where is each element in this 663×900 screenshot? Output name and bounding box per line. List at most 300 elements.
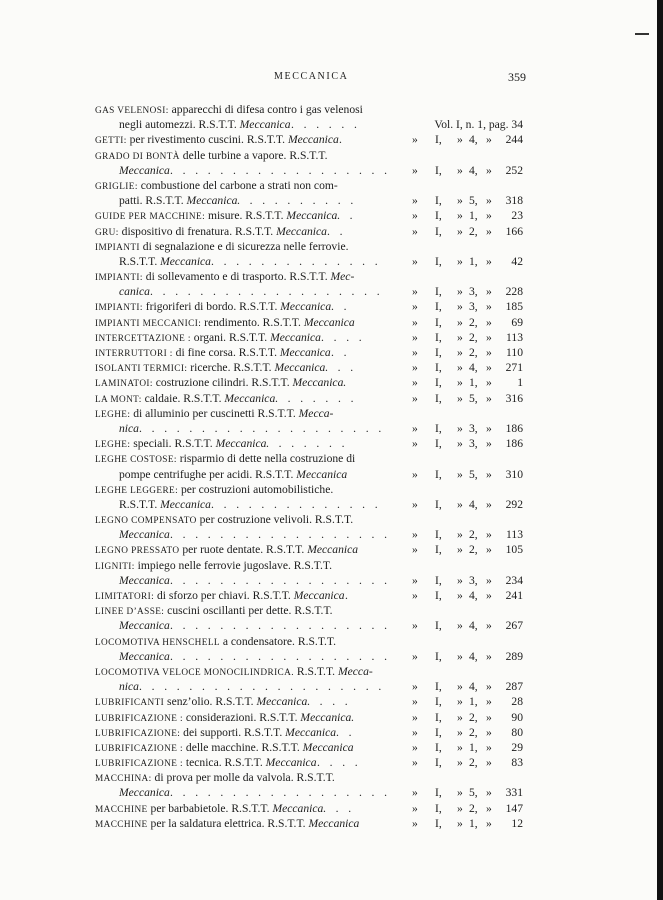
ditto-mark: » [457, 695, 463, 709]
ditto-mark: » [412, 209, 418, 223]
index-entry [0, 134, 663, 149]
entry-text [95, 408, 333, 420]
entry-description: dispositivo di frenatura. R.S.T.T. [118, 224, 277, 238]
entry-keyword: GUIDE PER MACCHINE: [95, 212, 206, 223]
reference [403, 423, 523, 438]
journal-name: Meccanica [296, 467, 348, 481]
reference [403, 317, 523, 332]
issue-number: 3, [469, 285, 478, 299]
journal-name: Meccanica [286, 209, 338, 223]
entry-description: ricerche. R.S.T.T. [187, 361, 275, 375]
journal-name: Meccanica [279, 346, 331, 359]
page-ref: 186 [505, 437, 523, 451]
entry-text [95, 636, 336, 648]
journal-name: Meccanica [215, 437, 267, 451]
page-ref: 12 [511, 816, 523, 830]
entry-description: cuscini oscillanti per dette. R.S.T.T. [164, 604, 333, 618]
volume-number: I, [435, 437, 442, 451]
index-entry [0, 453, 663, 483]
volume-number: I, [435, 224, 442, 238]
entry-description: per ruote dentate. R.S.T.T. [179, 543, 308, 557]
entry-text [95, 347, 331, 359]
volume-number: I, [435, 254, 442, 268]
ditto-mark: » [457, 361, 463, 375]
journal-name: Meccanica [224, 391, 276, 405]
entry-description: pompe centrifughe per acidi. R.S.T.T. [119, 467, 297, 481]
entry-description: per costruzioni automobilistiche. [178, 482, 334, 496]
issue-number: 4, [469, 649, 478, 663]
index-line [0, 605, 663, 620]
entry-description: per costruzione velivoli. R.S.T.T. [196, 513, 354, 527]
page-ref: 23 [511, 209, 523, 223]
reference [403, 757, 523, 772]
issue-number: 5, [469, 194, 478, 208]
page-number: 359 [508, 70, 526, 84]
page-ref: 287 [505, 680, 523, 694]
journal-name: Meccanica [186, 194, 238, 208]
journal-name: Meccanica [119, 573, 170, 587]
journal-name: Mec- [330, 270, 355, 284]
issue-number: 5, [469, 467, 478, 481]
issue-number: 1, [469, 695, 478, 709]
reference [403, 301, 523, 316]
entry-description: rendimento. R.S.T.T. [201, 315, 304, 329]
journal-name: Meccanica [274, 361, 326, 375]
ditto-mark: » [412, 649, 418, 663]
entry-description: considerazioni. R.S.T.T. [183, 710, 301, 724]
ditto-mark: » [412, 391, 418, 405]
ditto-mark: » [457, 300, 463, 314]
entry-keyword: LOCOMOTIVA VELOCE MONOCILINDRICA. [95, 667, 294, 678]
entry-text [95, 362, 325, 374]
volume-number: I, [435, 391, 442, 405]
ditto-mark: » [486, 680, 492, 694]
index-line [0, 681, 663, 696]
reference [403, 620, 523, 635]
issue-number: 1, [469, 740, 478, 754]
issue-number: 2, [469, 710, 478, 724]
journal-name: Meccanica [265, 756, 317, 770]
ditto-mark: » [486, 528, 492, 542]
index-line [0, 317, 663, 332]
issue-number: 5, [469, 786, 478, 800]
volume-number: I, [435, 497, 442, 511]
entry-keyword: MACCHINE [95, 819, 148, 830]
reference [403, 286, 523, 301]
reference [403, 469, 523, 484]
reference [403, 134, 523, 149]
ditto-mark: » [486, 224, 492, 238]
entry-text [95, 377, 343, 389]
entry-description: combustione del carbone a strati non com- [137, 178, 338, 192]
ditto-mark: » [457, 163, 463, 177]
index-entry [0, 560, 663, 590]
reference [403, 210, 523, 225]
page-ref: 166 [505, 224, 523, 238]
entry-text [95, 134, 339, 146]
issue-number: 2, [469, 756, 478, 770]
entry-text [95, 605, 333, 617]
index-line [0, 438, 663, 453]
entry-description: R.S.T.T. [119, 497, 161, 511]
ditto-mark: » [486, 710, 492, 724]
index-entry [0, 226, 663, 241]
continuation-text [119, 119, 291, 131]
dot-leader: . . . . . . . . . . . . . . . . . . [170, 163, 391, 177]
entry-text [95, 104, 363, 116]
ditto-mark: » [412, 816, 418, 830]
index-line [0, 134, 663, 149]
volume-number: I, [435, 801, 442, 815]
index-line [0, 560, 663, 575]
journal-name: Meccanica [292, 376, 344, 390]
dot-leader: . [345, 589, 352, 602]
issue-number: 3, [469, 573, 478, 587]
index-line [0, 347, 663, 362]
entry-keyword: GRU: [95, 227, 119, 238]
ditto-mark: » [412, 421, 418, 435]
ditto-mark: » [457, 209, 463, 223]
ditto-mark: » [486, 391, 492, 405]
index-entry [0, 210, 663, 225]
reference [403, 742, 523, 757]
index-entry [0, 347, 663, 362]
issue-number: 4, [469, 497, 478, 511]
index-line [0, 271, 663, 286]
ditto-mark: » [457, 680, 463, 694]
ditto-mark: » [457, 254, 463, 268]
volume-number: I, [435, 300, 442, 314]
index-line [0, 301, 663, 316]
reference [403, 787, 523, 802]
ditto-mark: » [412, 330, 418, 344]
index-line [0, 286, 663, 301]
journal-name: Meccanica [119, 649, 170, 663]
journal-name: Meccanica [287, 133, 339, 147]
entry-keyword: LEGHE LEGGERE: [95, 485, 179, 496]
entry-description: organi. R.S.T.T. [190, 330, 271, 344]
ditto-mark: » [412, 786, 418, 800]
volume-number: I, [435, 589, 442, 602]
entry-text [95, 301, 331, 313]
continuation-text [119, 787, 170, 799]
index-entry [0, 393, 663, 408]
page-ref: 69 [511, 315, 523, 329]
ditto-mark: » [486, 300, 492, 314]
reference [403, 393, 523, 408]
index-entry [0, 712, 663, 727]
index-entry [0, 514, 663, 544]
journal-name: Meccanica [307, 543, 359, 557]
issue-number: 4, [469, 361, 478, 375]
entry-keyword: MACCHINE [95, 804, 148, 815]
issue-number: 4, [469, 619, 478, 633]
ditto-mark: » [457, 285, 463, 299]
index-line [0, 529, 663, 544]
entry-description: per rivestimento cuscini. R.S.T.T. [126, 133, 288, 147]
ditto-mark: » [412, 300, 418, 314]
page-ref: 292 [505, 497, 523, 511]
reference [403, 696, 523, 711]
journal-name: Meccanica [280, 300, 332, 314]
index-line [0, 590, 663, 605]
dot-leader: . . . [325, 361, 357, 375]
index-line [0, 484, 663, 499]
ditto-mark: » [486, 740, 492, 754]
index-entry [0, 180, 663, 210]
entry-description: risparmio di dette nella costruzione di [176, 452, 356, 466]
page-ref: 186 [505, 421, 523, 435]
ditto-mark: » [486, 361, 492, 375]
ditto-mark: » [412, 346, 418, 359]
index-line [0, 362, 663, 377]
dot-leader: . . . . . . . . . . . . . . [211, 254, 382, 268]
index-line [0, 119, 663, 134]
ditto-mark: » [457, 224, 463, 238]
dot-leader: . . . . . . . . . . . . . . . . . . [170, 649, 391, 663]
issue-number: 2, [469, 315, 478, 329]
index-line [0, 408, 663, 423]
dot-leader: . . . . . . . . . . . . . . . . . . [170, 528, 391, 542]
ditto-mark: » [486, 133, 492, 147]
entry-text [95, 712, 354, 724]
entry-description: di segnalazione e di sicurezza nelle ferrovie. [139, 239, 349, 253]
index-entry [0, 104, 663, 134]
ditto-mark: » [486, 801, 492, 815]
index-entry [0, 150, 663, 180]
entry-description: caldaie. R.S.T.T. [141, 391, 225, 405]
index-line [0, 544, 663, 559]
entry-description: di alluminio per cuscinetti R.S.T.T. [130, 406, 299, 420]
entry-keyword: IMPIANTI MECCANICI: [95, 318, 202, 329]
index-line [0, 818, 663, 833]
volume-number: I, [435, 816, 442, 830]
scan-mark [635, 33, 649, 35]
ditto-mark: » [486, 695, 492, 709]
ditto-mark: » [486, 619, 492, 633]
entry-description: apparecchi di difesa contro i gas velenosi [168, 103, 363, 116]
issue-number: 4, [469, 589, 478, 602]
page-ref: 105 [505, 543, 523, 557]
page-ref: 318 [505, 194, 523, 208]
index-line [0, 226, 663, 241]
ditto-mark: » [457, 421, 463, 435]
ditto-mark: » [457, 740, 463, 754]
entry-text [95, 560, 332, 572]
journal-name: Meccanica [303, 315, 355, 329]
issue-number: 1, [469, 376, 478, 390]
page-ref: 90 [511, 710, 523, 724]
ditto-mark: » [412, 528, 418, 542]
entry-description: tecnica. R.S.T.T. [183, 756, 266, 770]
dot-leader: . . . . . . . [275, 391, 357, 405]
continuation-text [119, 499, 211, 511]
index-entry [0, 317, 663, 332]
entry-description: di sforzo per chiavi. R.S.T.T. [154, 589, 294, 602]
dot-leader: . . [337, 209, 356, 223]
dot-leader: . . [331, 346, 350, 359]
ditto-mark: » [412, 437, 418, 451]
page-ref: 331 [505, 786, 523, 800]
index-entry [0, 408, 663, 438]
ditto-mark: » [457, 725, 463, 739]
reference [403, 377, 523, 392]
page-ref: 267 [505, 619, 523, 633]
dot-leader: . . [327, 224, 346, 238]
index-line [0, 742, 663, 757]
entry-description: delle turbine a vapore. R.S.T.T. [179, 148, 328, 162]
entry-keyword: LEGNO COMPENSATO [95, 516, 197, 527]
page-ref: 316 [505, 391, 523, 405]
reference [403, 575, 523, 590]
entry-keyword: IMPIANTI: [95, 303, 143, 314]
entry-text [95, 727, 336, 739]
entry-keyword: LUBRIFICAZIONE : [95, 713, 183, 724]
index-entry [0, 696, 663, 711]
volume-number: I, [435, 756, 442, 770]
ditto-mark: » [457, 346, 463, 359]
ditto-mark: » [486, 330, 492, 344]
ditto-mark: » [486, 573, 492, 587]
ditto-mark: » [412, 467, 418, 481]
entry-keyword: LAMINATOI: [95, 379, 153, 390]
entry-keyword: ISOLANTI TERMICI: [95, 364, 188, 375]
continuation-text [119, 286, 150, 298]
journal-name: Meccanica [119, 163, 170, 177]
ditto-mark: » [412, 756, 418, 770]
ditto-mark: » [457, 801, 463, 815]
index-line [0, 165, 663, 180]
dot-leader: . . [331, 300, 350, 314]
index-entry [0, 803, 663, 818]
ditto-mark: » [486, 816, 492, 830]
journal-name: Meccanica [119, 786, 170, 800]
index-line [0, 423, 663, 438]
entry-keyword: INTERRUTTORI : [95, 349, 173, 359]
ditto-mark: » [486, 649, 492, 663]
dot-leader: . . . . [321, 330, 366, 344]
entry-keyword: LEGHE COSTOSE: [95, 455, 177, 466]
entry-keyword: LIGNITI: [95, 561, 135, 572]
volume-number: I, [435, 680, 442, 694]
volume-number: I, [435, 163, 442, 177]
index-entry [0, 271, 663, 301]
journal-name: Meccanica. [300, 710, 355, 724]
journal-name: Meccanica [302, 740, 354, 754]
ditto-mark: » [457, 133, 463, 147]
journal-name: Meccanica [239, 118, 291, 132]
reference [403, 681, 523, 696]
index-line [0, 696, 663, 711]
index-line [0, 666, 663, 681]
continuation-text [119, 423, 139, 435]
ditto-mark: » [486, 285, 492, 299]
entry-description: senz’olio. R.S.T.T. [164, 695, 257, 709]
index-line [0, 712, 663, 727]
entry-keyword: LEGHE: [95, 440, 131, 451]
dot-leader: . [343, 376, 350, 390]
entry-text [95, 666, 373, 678]
reference [403, 544, 523, 559]
page-ref: 1 [517, 376, 523, 390]
ditto-mark: » [412, 497, 418, 511]
journal-name: Mecca- [337, 664, 373, 678]
journal-name: Meccanica [272, 801, 324, 815]
ditto-mark: » [457, 543, 463, 557]
index-list [0, 104, 663, 833]
index-entry [0, 301, 663, 316]
entry-keyword: GETTI: [95, 136, 127, 147]
ditto-mark: » [412, 254, 418, 268]
ditto-mark: » [457, 330, 463, 344]
reference [403, 727, 523, 742]
journal-name: Mecca- [298, 406, 334, 420]
journal-name: Meccanica [293, 589, 345, 602]
page-ref: 42 [511, 254, 523, 268]
entry-description: R.S.T.T. [119, 254, 161, 268]
reference [403, 165, 523, 180]
ditto-mark: » [486, 497, 492, 511]
volume-number: I, [435, 315, 442, 329]
volume-number: I, [435, 573, 442, 587]
entry-description: per barbabietole. R.S.T.T. [147, 801, 273, 815]
issue-number: 4, [469, 163, 478, 177]
page-ref: 310 [505, 467, 523, 481]
entry-text [95, 393, 275, 405]
reference [403, 651, 523, 666]
index-line [0, 393, 663, 408]
page-ref: 289 [505, 649, 523, 663]
index-line [0, 575, 663, 590]
ditto-mark: » [486, 589, 492, 602]
journal-name: nica [119, 421, 139, 435]
entry-keyword: LOCOMOTIVA HENSCHELL [95, 637, 220, 648]
ditto-mark: » [486, 254, 492, 268]
index-line [0, 104, 663, 119]
entry-description: impiego nelle ferrovie jugoslave. R.S.T.T. [134, 558, 332, 572]
volume-number: I, [435, 695, 442, 709]
ditto-mark: » [457, 619, 463, 633]
dot-leader: . . . . . . . . . . . . . . . . . . . . [139, 421, 385, 435]
entry-text [95, 150, 328, 162]
page-ref: 185 [505, 300, 523, 314]
index-line [0, 469, 663, 484]
ditto-mark: » [486, 756, 492, 770]
ditto-mark: » [412, 376, 418, 390]
ditto-mark: » [457, 194, 463, 208]
index-entry [0, 636, 663, 666]
entry-keyword: MACCHINA: [95, 774, 152, 785]
ditto-mark: » [457, 649, 463, 663]
entry-keyword: GRIGLIE: [95, 181, 138, 192]
ditto-mark: » [412, 573, 418, 587]
page-header [0, 72, 663, 86]
page-ref: 241 [505, 589, 523, 602]
issue-number: 3, [469, 421, 478, 435]
issue-number: 2, [469, 801, 478, 815]
ditto-mark: » [412, 163, 418, 177]
entry-keyword: LINEE D’ASSE: [95, 607, 165, 618]
journal-name: Meccanica [256, 695, 308, 709]
entry-text [95, 226, 327, 238]
volume-number: I, [435, 346, 442, 359]
entry-text [95, 180, 338, 192]
page-ref: 271 [505, 361, 523, 375]
index-entry [0, 666, 663, 696]
ditto-mark: » [412, 695, 418, 709]
reference [403, 712, 523, 727]
entry-text [95, 453, 355, 465]
